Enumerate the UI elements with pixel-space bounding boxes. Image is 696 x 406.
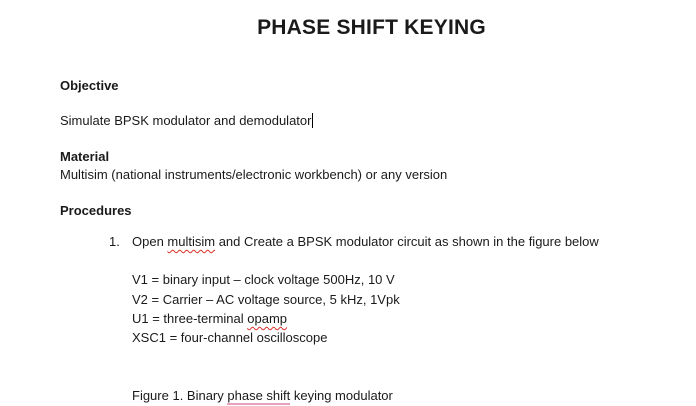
material-text: Multisim (national instruments/electronic workbench) or any version: [60, 167, 448, 182]
grammar-flagged-phrase[interactable]: phase shift: [227, 388, 291, 403]
figure-caption-after: keying modulator: [290, 388, 393, 403]
step-1-text: [132, 234, 599, 249]
material-heading: Material: [60, 149, 110, 164]
objective-heading: Objective: [60, 78, 119, 93]
component-v2: V2 = Carrier – AC voltage source, 5 kHz, 1Vpk: [132, 292, 400, 307]
component-v1: V1 = binary input – clock voltage 500Hz, 10 V: [132, 272, 395, 287]
spelling-flagged-word[interactable]: multisim: [167, 234, 216, 249]
figure-caption: [132, 388, 393, 403]
component-u1: [132, 311, 287, 326]
step-number: 1.: [109, 234, 120, 249]
component-u1-text: U1 = three-terminal: [132, 311, 248, 326]
procedures-heading: Procedures: [60, 203, 132, 218]
component-xsc1: XSC1 = four-channel oscilloscope: [132, 330, 328, 345]
objective-text[interactable]: [60, 113, 313, 128]
spelling-flagged-word[interactable]: opamp: [247, 311, 287, 326]
objective-text-content: Simulate BPSK modulator and demodulator: [60, 113, 312, 128]
figure-caption-before: Figure 1. Binary: [132, 388, 228, 403]
step-1-text-before: Open: [132, 234, 168, 249]
text-cursor: [312, 113, 313, 128]
step-1-text-after: and Create a BPSK modulator circuit as shown in the figure below: [215, 234, 599, 249]
document-title: PHASE SHIFT KEYING: [257, 16, 486, 39]
